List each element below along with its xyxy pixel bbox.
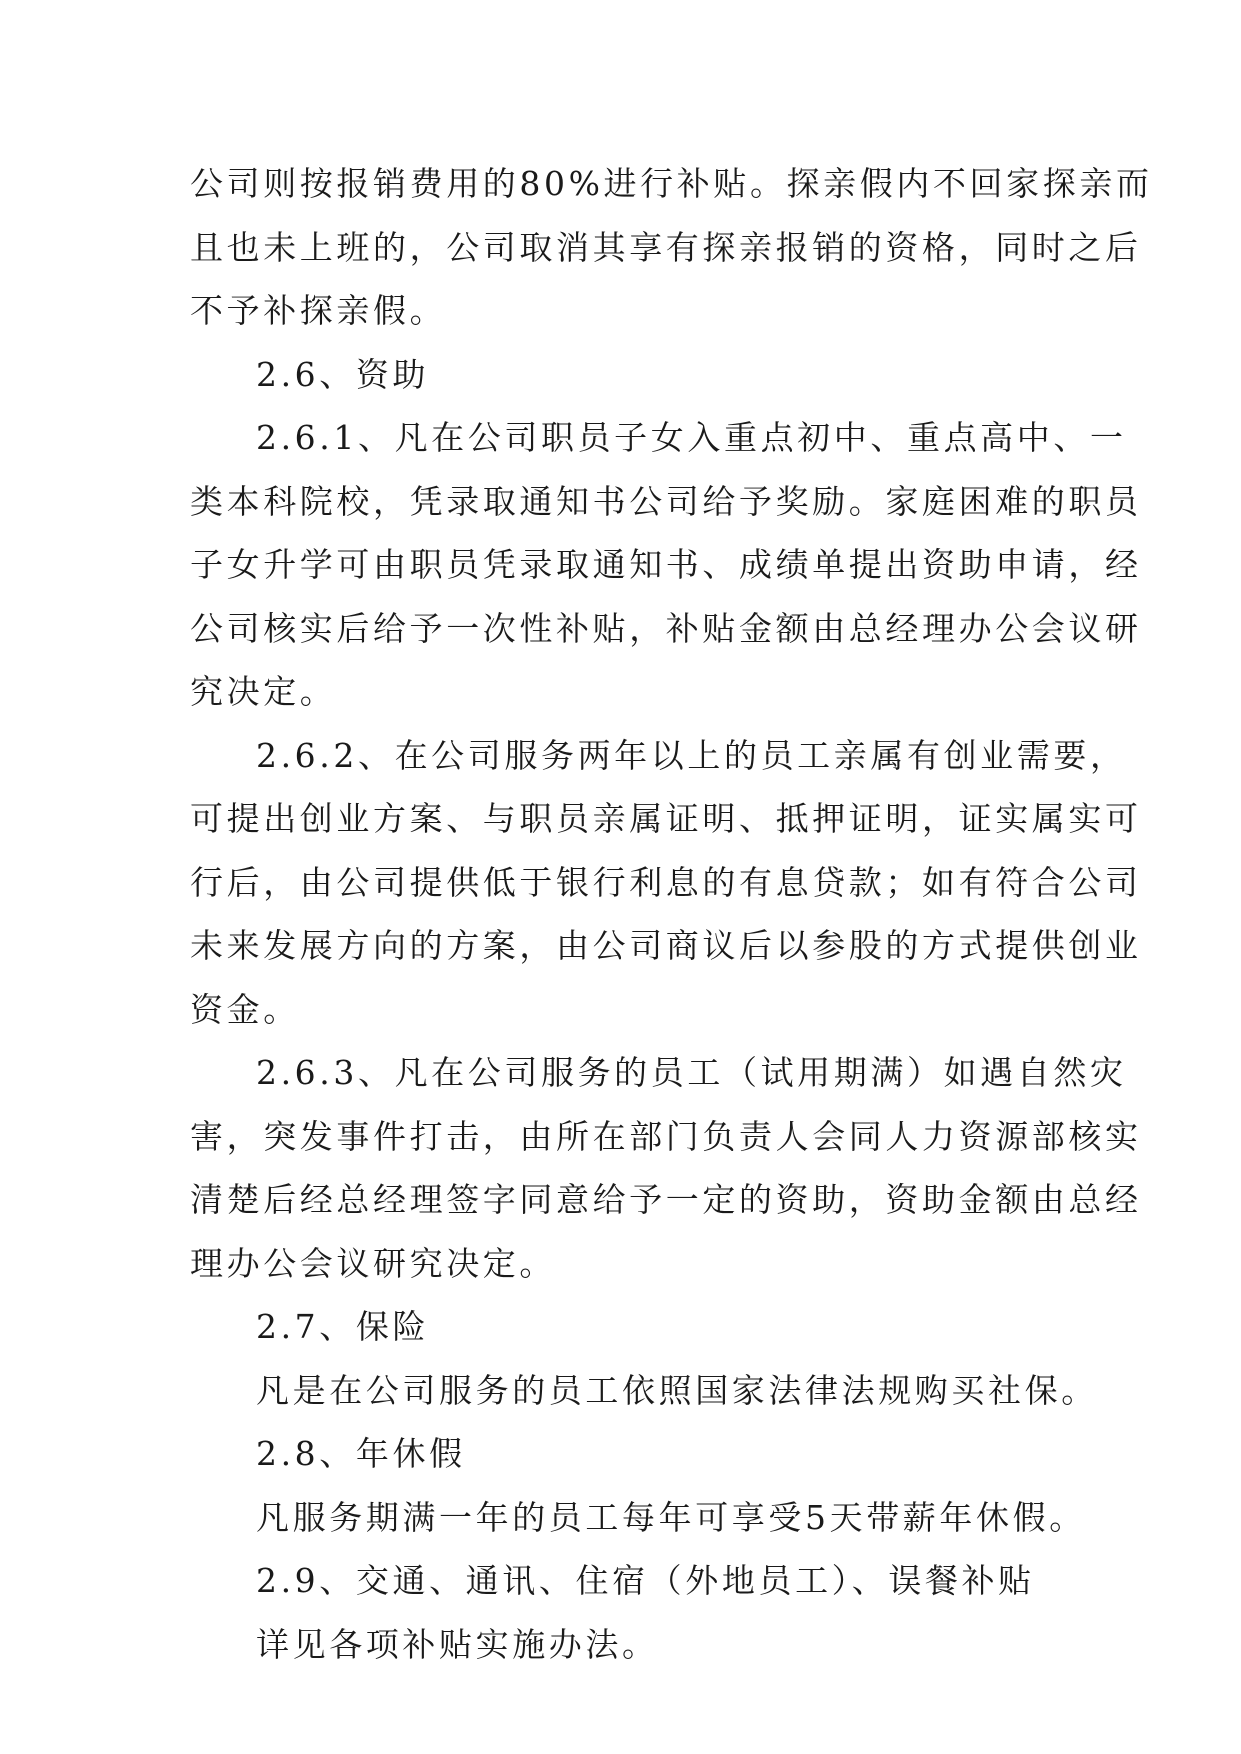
text-line: 类本科院校，凭录取通知书公司给予奖励。家庭困难的职员 xyxy=(190,481,1142,521)
text-line: 子女升学可由职员凭录取通知书、成绩单提出资助申请，经 xyxy=(190,545,1142,584)
section-heading-2-6: 2.6、资助 xyxy=(256,354,430,394)
text-line: 资金。 xyxy=(190,989,300,1029)
text-line: 详见各项补贴实施办法。 xyxy=(256,1624,659,1664)
section-heading-2-9: 2.9、交通、通讯、住宿（外地员工）、误餐补贴 xyxy=(256,1561,1035,1600)
text-line: 不予补探亲假。 xyxy=(190,291,447,330)
document-body xyxy=(190,152,1153,1676)
text-line: 理办公会议研究决定。 xyxy=(190,1243,556,1283)
clause-2-6-2: 2.6.2、在公司服务两年以上的员工亲属有创业需要， xyxy=(256,735,1127,775)
text-line: 凡是在公司服务的员工依照国家法律法规购买社保。 xyxy=(256,1370,1098,1410)
section-heading-2-7: 2.7、保险 xyxy=(256,1307,430,1346)
section-heading-2-8: 2.8、年休假 xyxy=(256,1434,466,1473)
text-line: 究决定。 xyxy=(190,672,337,711)
clause-2-6-1: 2.6.1、凡在公司职员子女入重点初中、重点高中、一 xyxy=(256,418,1127,457)
text-line: 公司核实后给予一次性补贴，补贴金额由总经理办公会议研 xyxy=(190,608,1142,648)
clause-2-6-3: 2.6.3、凡在公司服务的员工（试用期满）如遇自然灾 xyxy=(256,1053,1127,1092)
text-line: 凡服务期满一年的员工每年可享受5天带薪年休假。 xyxy=(256,1497,1086,1537)
text-line: 行后，由公司提供低于银行利息的有息贷款；如有符合公司 xyxy=(190,862,1142,902)
text-line: 且也未上班的，公司取消其享有探亲报销的资格，同时之后 xyxy=(190,227,1142,267)
text-line: 害，突发事件打击，由所在部门负责人会同人力资源部核实 xyxy=(190,1116,1142,1156)
text-line: 清楚后经总经理签字同意给予一定的资助，资助金额由总经 xyxy=(190,1180,1142,1219)
text-line: 公司则按报销费用的80%进行补贴。探亲假内不回家探亲而 xyxy=(190,164,1153,203)
text-line: 可提出创业方案、与职员亲属证明、抵押证明，证实属实可 xyxy=(190,799,1142,838)
text-line: 未来发展方向的方案，由公司商议后以参股的方式提供创业 xyxy=(190,926,1142,965)
